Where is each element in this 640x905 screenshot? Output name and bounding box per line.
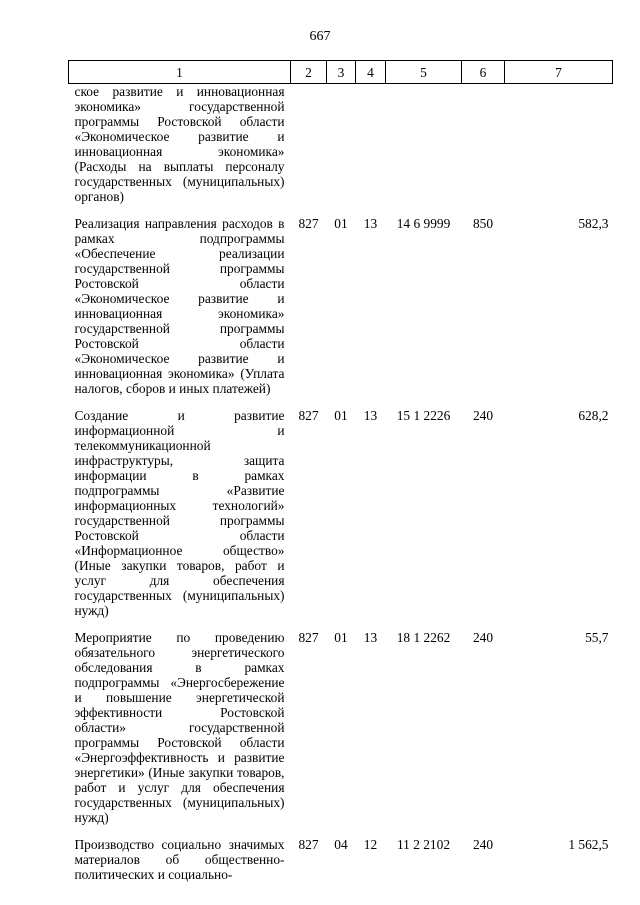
cell-ministry: 827 <box>298 630 319 645</box>
cell-expense-type <box>462 84 505 205</box>
cell-expense-type: 240 <box>472 630 494 645</box>
budget-table <box>68 60 613 882</box>
table-row <box>69 630 613 825</box>
cell-section: 01 <box>334 630 348 645</box>
cell-expense-type: 850 <box>472 216 494 231</box>
table-row <box>69 216 613 396</box>
page-number: 667 <box>309 29 331 44</box>
cell-subsection: 12 <box>363 837 378 852</box>
table-row <box>69 84 613 205</box>
row-description: Мероприятие по проведению обязательного энергетического обследования в рамках подпрограммы «Энергосбережение и повышение энергетической эффективности Ростовской области» государственной программы Ростовской области «Энергоэффективность и развитие энергетики» (Иные закупки товаров, работ и услуг для обеспечения государственных (муниципальных) нужд) <box>74 630 285 825</box>
cell-ministry: 827 <box>298 408 319 423</box>
cell-expense-type: 240 <box>472 837 494 852</box>
cell-subsection: 13 <box>363 630 378 645</box>
column-header-2: 2 <box>291 61 327 84</box>
column-header-3: 3 <box>327 61 356 84</box>
cell-subsection: 13 <box>363 408 378 423</box>
table-row <box>69 408 613 618</box>
cell-ministry <box>291 84 327 205</box>
row-description: Производство социально значимых материалов об общественно-политических и социально- <box>74 837 285 882</box>
cell-subsection <box>356 84 386 205</box>
column-header-6: 6 <box>462 61 505 84</box>
row-description: Создание и развитие информационной и телекоммуникационной инфраструктуры, защита информации в рамках подпрограммы «Развитие информационных технологий» государственной программы Ростовской области «Информационное общество» (Иные закупки товаров, работ и услуг для обеспечения государственных (муниципальных) нужд) <box>74 408 285 618</box>
cell-section: 04 <box>334 837 348 852</box>
cell-target-article: 18 1 2262 <box>396 630 451 645</box>
column-header-7: 7 <box>505 61 613 84</box>
table-header-row <box>69 61 613 84</box>
cell-amount: 628,2 <box>578 408 609 423</box>
column-header-1: 1 <box>69 61 291 84</box>
cell-amount: 1 562,5 <box>568 837 609 852</box>
cell-subsection: 13 <box>363 216 378 231</box>
cell-ministry: 827 <box>298 216 319 231</box>
cell-section: 01 <box>334 216 348 231</box>
cell-target-article <box>386 84 462 205</box>
column-header-5: 5 <box>386 61 462 84</box>
cell-amount <box>505 84 613 205</box>
row-description: ское развитие и инновационная экономика» государственной программы Ростовской области «Экономическое развитие и инновационная экономика» (Расходы на выплаты персоналу государственных (муниципальных) органов) <box>74 84 285 204</box>
cell-amount: 55,7 <box>585 630 609 645</box>
cell-amount: 582,3 <box>578 216 609 231</box>
cell-section: 01 <box>334 408 348 423</box>
row-description: Реализация направления расходов в рамках подпрограммы «Обеспечение реализации государственной программы Ростовской области «Экономическое развитие и инновационная экономика» государственной программы Ростовской области «Экономическое развитие и инновационная экономика» (Уплата налогов, сборов и иных платежей) <box>74 216 285 396</box>
cell-section <box>327 84 356 205</box>
column-header-4: 4 <box>356 61 386 84</box>
cell-target-article: 14 6 9999 <box>396 216 451 231</box>
cell-ministry: 827 <box>298 837 319 852</box>
cell-target-article: 11 2 2102 <box>396 837 451 852</box>
table-row <box>69 837 613 882</box>
cell-target-article: 15 1 2226 <box>396 408 451 423</box>
cell-expense-type: 240 <box>472 408 494 423</box>
